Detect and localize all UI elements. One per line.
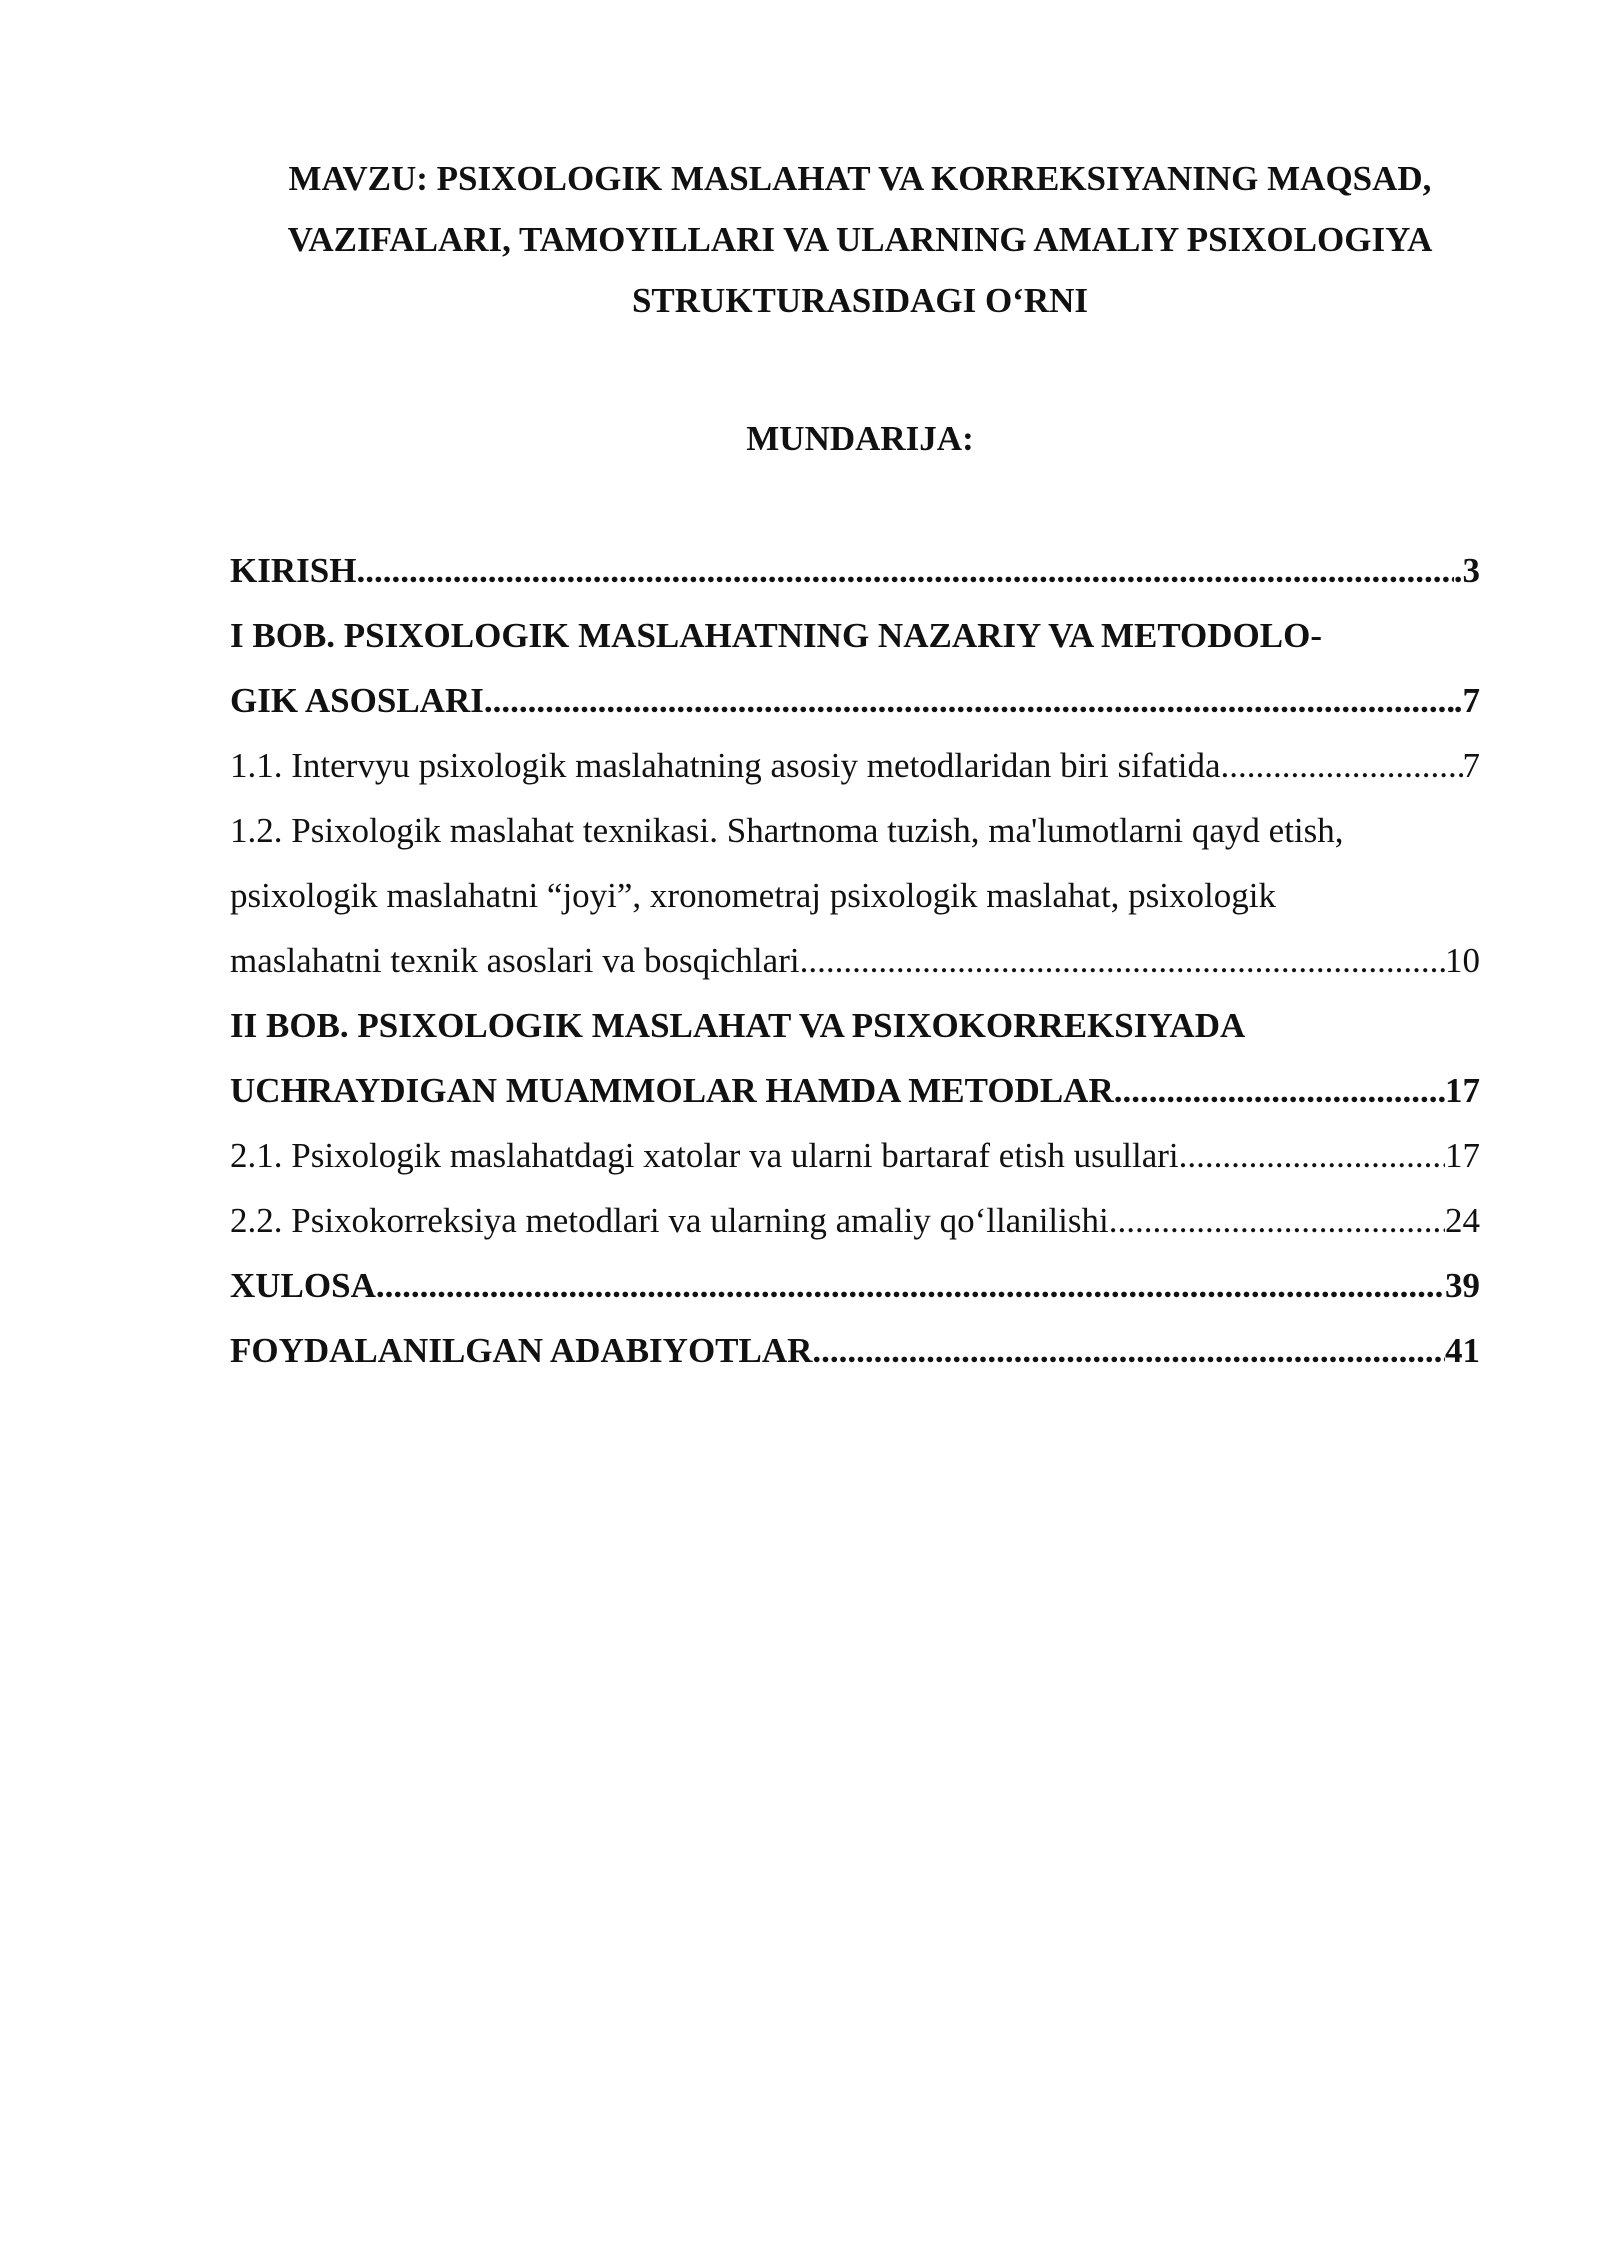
toc-page-number: 7 <box>1462 746 1480 785</box>
toc-entry-text: 2.1. Psixologik maslahatdagi xatolar va ularni bartaraf etish usullari <box>230 1136 1179 1175</box>
toc-entry-text: 1.2. Psixologik maslahat texnikasi. Shartnoma tuzish, ma'lumotlarni qayd etish, <box>230 811 1344 850</box>
toc-entry-chapter-2[interactable] <box>230 993 1480 1058</box>
toc-leader-dots <box>1221 733 1463 798</box>
toc-leader-dots <box>376 1253 1445 1318</box>
toc-heading: MUNDARIJA: <box>746 419 974 458</box>
title-line-1: MAVZU: PSIXOLOGIK MASLAHAT VA KORREKSIYANING MAQSAD, <box>288 159 1432 198</box>
document-title <box>180 148 1540 331</box>
toc-entry-text: maslahatni texnik asoslari va bosqichlari <box>230 941 800 980</box>
toc-entry-text: FOYDALANILGAN ADABIYOTLAR <box>230 1331 813 1370</box>
toc-entry-2-2[interactable] <box>230 1188 1480 1253</box>
toc-leader-dots <box>1114 1058 1445 1123</box>
toc-entry-xulosa[interactable] <box>230 1253 1480 1318</box>
toc-entry-text: XULOSA <box>230 1266 376 1305</box>
toc-entry-chapter-2-cont[interactable] <box>230 1058 1480 1123</box>
toc-entry-2-1[interactable] <box>230 1123 1480 1188</box>
toc-page-number: .3 <box>1453 551 1480 590</box>
toc-entry-1-1[interactable] <box>230 733 1480 798</box>
toc-entry-1-2[interactable] <box>230 798 1480 863</box>
toc-entry-text: I BOB. PSIXOLOGIK MASLAHATNING NAZARIY VA METODOLO- <box>230 616 1322 655</box>
toc-entry-text: KIRISH <box>230 551 357 590</box>
toc-entry-chapter-1[interactable] <box>230 603 1480 668</box>
toc-page-number: 39 <box>1445 1266 1480 1305</box>
toc-entry-text: 2.2. Psixokorreksiya metodlari va ularning amaliy qo‘llanilishi <box>230 1201 1109 1240</box>
toc-entry-text: 1.1. Intervyu psixologik maslahatning asosiy metodlaridan biri sifatida <box>230 746 1221 785</box>
toc-entry-1-2-cont[interactable] <box>230 863 1480 928</box>
toc-entry-text: GIK ASOSLARI <box>230 681 484 720</box>
toc-entry-adabiyotlar[interactable] <box>230 1318 1480 1383</box>
title-line-3: STRUKTURASIDAGI O‘RNI <box>631 281 1089 320</box>
toc-page-number: 17 <box>1445 1136 1480 1175</box>
toc-entry-1-2-end[interactable] <box>230 928 1480 993</box>
toc-page-number: 41 <box>1445 1331 1480 1370</box>
toc-leader-dots <box>484 668 1454 733</box>
toc-leader-dots <box>1179 1123 1445 1188</box>
title-line-2: VAZIFALARI, TAMOYILLARI VA ULARNING AMALIY PSIXOLOGIYA <box>287 220 1433 259</box>
toc-page-number: 17 <box>1445 1071 1480 1110</box>
toc-entry-text: II BOB. PSIXOLOGIK MASLAHAT VA PSIXOKORREKSIYADA <box>230 1006 1246 1045</box>
toc-leader-dots <box>356 538 1453 603</box>
toc-entry-text: UCHRAYDIGAN MUAMMOLAR HAMDA METODLAR <box>230 1071 1114 1110</box>
toc-page-number: 24 <box>1445 1201 1480 1240</box>
table-of-contents <box>230 538 1480 1383</box>
toc-leader-dots <box>812 1318 1445 1383</box>
toc-page-number: 10 <box>1445 941 1480 980</box>
toc-page-number: .7 <box>1453 681 1480 720</box>
toc-leader-dots <box>1109 1188 1445 1253</box>
toc-leader-dots <box>800 928 1445 993</box>
toc-entry-kirish[interactable] <box>230 538 1480 603</box>
toc-entry-chapter-1-cont[interactable] <box>230 668 1480 733</box>
toc-entry-text: psixologik maslahatni “joyi”, xronometraj psixologik maslahat, psixologik <box>230 876 1276 915</box>
